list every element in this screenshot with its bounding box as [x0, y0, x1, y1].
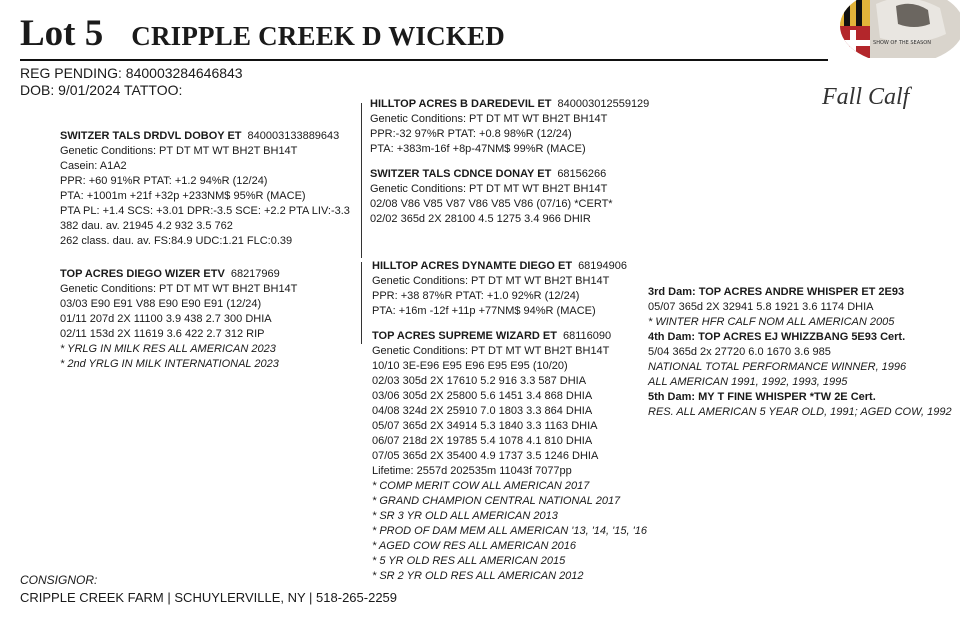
- sire-name: [60, 129, 350, 144]
- maternal-grandsire-reg-number: 68194906: [578, 260, 628, 272]
- extended-dams-block: [648, 285, 952, 420]
- maternal-granddam-honor: * SR 3 YR OLD ALL AMERICAN 2013: [372, 510, 558, 522]
- sire-line: PPR: +60 91%R PTAT: +1.2 94%R (12/24): [60, 175, 268, 187]
- lot-number: Lot 5: [20, 13, 104, 54]
- paternal-grandsire-line: PTA: +383m-16f +8p-47NM$ 99%R (MACE): [370, 143, 586, 155]
- maternal-granddam-line: 07/05 365d 2X 35400 4.9 1737 3.5 1246 DHIA: [372, 450, 599, 462]
- paternal-grandsire-line: PPR:-32 97%R PTAT: +0.8 98%R (12/24): [370, 128, 572, 140]
- registration-info: [20, 65, 243, 99]
- maternal-grandsire-block: [372, 259, 627, 319]
- sire-line: PTA: +1001m +21f +32p +233NM$ 95%R (MACE): [60, 190, 306, 202]
- dam-line: 01/11 207d 2X 11100 3.9 438 2.7 300 DHIA: [60, 313, 272, 325]
- maternal-granddam-line: 02/03 305d 2X 17610 5.2 916 3.3 587 DHIA: [372, 375, 587, 387]
- sire-line: 382 dau. av. 21945 4.2 932 3.5 762: [60, 220, 233, 232]
- maternal-grandsire-name-text: HILLTOP ACRES DYNAMTE DIEGO ET: [372, 260, 573, 272]
- maternal-grandsire-line: PPR: +38 87%R PTAT: +1.0 92%R (12/24): [372, 290, 580, 302]
- dam-line: 02/11 153d 2X 11619 3.6 422 2.7 312 RIP: [60, 328, 265, 340]
- dam-line: 03/03 E90 E91 V88 E90 E90 E91 (12/24): [60, 298, 262, 310]
- third-dam-honor: * WINTER HFR CALF NOM ALL AMERICAN 2005: [648, 316, 895, 328]
- paternal-granddam-name: [370, 167, 613, 182]
- dob-tattoo: DOB: 9/01/2024 TATTOO:: [20, 82, 183, 98]
- maternal-granddam-block: [372, 329, 647, 584]
- fourth-dam-honor: ALL AMERICAN 1991, 1992, 1993, 1995: [648, 376, 848, 388]
- maternal-grandsire-name: [372, 259, 627, 274]
- sire-line: PTA PL: +1.4 SCS: +3.01 DPR:-3.5 SCE: +2.2 PTA LIV:-3.3: [60, 205, 350, 217]
- maternal-granddam-honor: * AGED COW RES ALL AMERICAN 2016: [372, 540, 576, 552]
- paternal-granddam-line: 02/08 V86 V85 V87 V86 V85 V86 (07/16) *CERT*: [370, 198, 613, 210]
- paternal-grandsire-reg-number: 840003012559129: [557, 98, 650, 110]
- paternal-grandsire-line: Genetic Conditions: PT DT MT WT BH2T BH14T: [370, 113, 608, 125]
- paternal-granddam-block: [370, 167, 613, 227]
- fourth-dam-line: 5/04 365d 2x 27720 6.0 1670 3.6 985: [648, 346, 831, 358]
- consignor-separator: |: [167, 590, 175, 605]
- consignor-phone: 518-265-2259: [316, 590, 398, 605]
- sire-reg-number: 840003133889643: [247, 130, 340, 142]
- paternal-granddam-line: 02/02 365d 2X 28100 4.5 1275 3.4 966 DHIR: [370, 213, 591, 225]
- dam-name: [60, 267, 297, 282]
- third-dam-name: 3rd Dam: TOP ACRES ANDRE WHISPER ET 2E93: [648, 286, 905, 298]
- dam-block: [60, 267, 297, 372]
- dam-honor: * 2nd YRLG IN MILK INTERNATIONAL 2023: [60, 358, 279, 370]
- consignor-farm: CRIPPLE CREEK FARM: [20, 590, 164, 605]
- sire-block: [60, 129, 350, 249]
- dam-line: Genetic Conditions: PT DT MT WT BH2T BH14T: [60, 283, 298, 295]
- maternal-granddam-line: Genetic Conditions: PT DT MT WT BH2T BH14T: [372, 345, 610, 357]
- paternal-granddam-name-text: SWITZER TALS CDNCE DONAY ET: [370, 168, 552, 180]
- fourth-dam-name: 4th Dam: TOP ACRES EJ WHIZZBANG 5E93 Cert.: [648, 331, 906, 343]
- maternal-granddam-line: 04/08 324d 2X 25910 7.0 1803 3.3 864 DHIA: [372, 405, 593, 417]
- dam-honor: * YRLG IN MILK RES ALL AMERICAN 2023: [60, 343, 276, 355]
- paternal-granddam-line: Genetic Conditions: PT DT MT WT BH2T BH14T: [370, 183, 608, 195]
- consignor-label: CONSIGNOR:: [20, 573, 98, 587]
- show-logo: [836, 0, 960, 58]
- dam-bracket-line: [361, 262, 362, 344]
- logo-text: SHOW OF THE SEASON: [873, 40, 931, 46]
- lot-title: [20, 10, 505, 60]
- maternal-granddam-reg-number: 68116090: [562, 330, 612, 342]
- maternal-granddam-line: Lifetime: 2557d 202535m 11043f 7077pp: [372, 465, 572, 477]
- third-dam-line: 05/07 365d 2X 32941 5.8 1921 3.6 1174 DHIA: [648, 301, 874, 313]
- consignor-separator: |: [309, 590, 317, 605]
- fifth-dam-honor: RES. ALL AMERICAN 5 YEAR OLD, 1991; AGED COW, 1992: [648, 406, 952, 418]
- paternal-grandsire-name-text: HILLTOP ACRES B DAREDEVIL ET: [370, 98, 552, 110]
- reg-number: REG PENDING: 840003284646843: [20, 65, 243, 81]
- sire-line: Genetic Conditions: PT DT MT WT BH2T BH14T: [60, 145, 298, 157]
- maternal-granddam-name-text: TOP ACRES SUPREME WIZARD ET: [372, 330, 557, 342]
- paternal-granddam-reg-number: 68156266: [557, 168, 607, 180]
- season-label: Fall Calf: [822, 84, 910, 110]
- fifth-dam-name: 5th Dam: MY T FINE WHISPER *TW 2E Cert.: [648, 391, 876, 403]
- fourth-dam-honor: NATIONAL TOTAL PERFORMANCE WINNER, 1996: [648, 361, 907, 373]
- maternal-granddam-honor: * 5 YR OLD RES ALL AMERICAN 2015: [372, 555, 566, 567]
- maternal-granddam-honor: * COMP MERIT COW ALL AMERICAN 2017: [372, 480, 590, 492]
- sire-line: Casein: A1A2: [60, 160, 127, 172]
- dam-reg-number: 68217969: [230, 268, 280, 280]
- consignor-location: SCHUYLERVILLE, NY: [174, 590, 306, 605]
- maternal-granddam-honor: * PROD OF DAM MEM ALL AMERICAN '13, '14, '15, '16: [372, 525, 647, 537]
- paternal-grandsire-block: [370, 97, 649, 157]
- lot-animal-name: CRIPPLE CREEK D WICKED: [131, 21, 505, 51]
- dam-name-text: TOP ACRES DIEGO WIZER ETV: [60, 268, 225, 280]
- title-divider: [20, 59, 828, 61]
- sire-bracket-line: [361, 103, 362, 258]
- sire-line: 262 class. dau. av. FS:84.9 UDC:1.21 FLC:0.39: [60, 235, 293, 247]
- maternal-grandsire-line: Genetic Conditions: PT DT MT WT BH2T BH14T: [372, 275, 610, 287]
- maternal-granddam-line: 06/07 218d 2X 19785 5.4 1078 4.1 810 DHIA: [372, 435, 593, 447]
- maternal-granddam-line: 03/06 305d 2X 25800 5.6 1451 3.4 868 DHIA: [372, 390, 593, 402]
- paternal-grandsire-name: [370, 97, 649, 112]
- sire-name-text: SWITZER TALS DRDVL DOBOY ET: [60, 130, 242, 142]
- maternal-granddam-line: 10/10 3E-E96 E95 E96 E95 E95 (10/20): [372, 360, 568, 372]
- maternal-grandsire-line: PTA: +16m -12f +11p +77NM$ 94%R (MACE): [372, 305, 596, 317]
- maternal-granddam-honor: * GRAND CHAMPION CENTRAL NATIONAL 2017: [372, 495, 621, 507]
- consignor-details: [20, 590, 397, 606]
- maternal-granddam-name: [372, 329, 647, 344]
- maternal-granddam-honor: * SR 2 YR OLD RES ALL AMERICAN 2012: [372, 570, 584, 582]
- maternal-granddam-line: 05/07 365d 2X 34914 5.3 1840 3.3 1163 DHIA: [372, 420, 598, 432]
